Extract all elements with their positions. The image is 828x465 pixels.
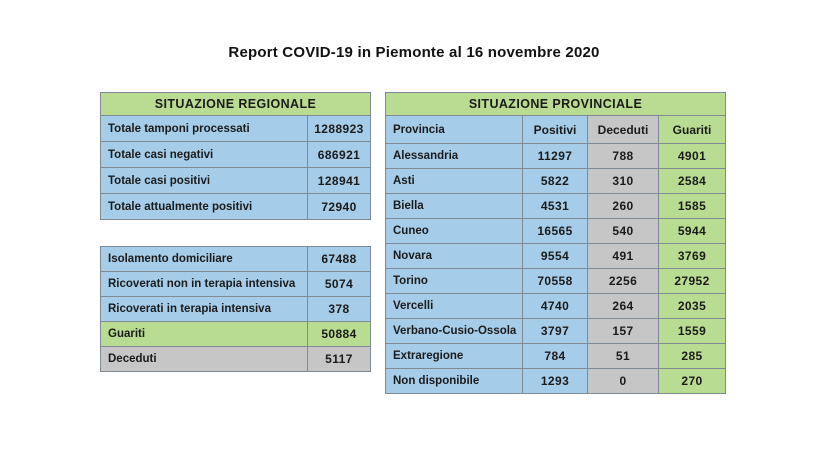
- row-label: Isolamento domiciliare: [101, 247, 308, 272]
- table-row: [386, 219, 726, 244]
- row-value: 50884: [308, 322, 371, 347]
- table-row: [386, 344, 726, 369]
- table-row: [386, 144, 726, 169]
- row-value: 72940: [308, 194, 371, 220]
- positivi-cell: 4740: [523, 294, 588, 319]
- provincial-table: [385, 92, 726, 394]
- positivi-cell: 1293: [523, 369, 588, 394]
- province-cell: Alessandria: [386, 144, 523, 169]
- positivi-cell: 16565: [523, 219, 588, 244]
- table-row: [101, 247, 371, 272]
- row-label: Guariti: [101, 322, 308, 347]
- regional-summary-table: [100, 92, 371, 220]
- positivi-cell: 11297: [523, 144, 588, 169]
- row-label: Ricoverati in terapia intensiva: [101, 297, 308, 322]
- table-row: [101, 347, 371, 372]
- table-row: [386, 244, 726, 269]
- report-title: Report COVID-19 in Piemonte al 16 novembre 2020: [228, 44, 600, 61]
- deceduti-cell: 491: [588, 244, 659, 269]
- row-value: 686921: [308, 142, 371, 168]
- table-row: [101, 168, 371, 194]
- positivi-cell: 70558: [523, 269, 588, 294]
- table-header-row: [386, 93, 726, 116]
- table-row: [101, 297, 371, 322]
- province-cell: Biella: [386, 194, 523, 219]
- table-row: [101, 194, 371, 220]
- row-label: Ricoverati non in terapia intensiva: [101, 272, 308, 297]
- positivi-cell: 784: [523, 344, 588, 369]
- guariti-cell: 1585: [659, 194, 726, 219]
- guariti-cell: 2035: [659, 294, 726, 319]
- regional-detail-table: [100, 246, 371, 372]
- row-value: 5074: [308, 272, 371, 297]
- province-cell: Vercelli: [386, 294, 523, 319]
- row-label: Totale attualmente positivi: [101, 194, 308, 220]
- guariti-cell: 2584: [659, 169, 726, 194]
- column-header-provincia: Provincia: [386, 116, 523, 144]
- row-label: Deceduti: [101, 347, 308, 372]
- province-cell: Asti: [386, 169, 523, 194]
- guariti-cell: 3769: [659, 244, 726, 269]
- table-row: [386, 369, 726, 394]
- guariti-cell: 27952: [659, 269, 726, 294]
- row-label: Totale tamponi processati: [101, 116, 308, 142]
- table-row: [101, 142, 371, 168]
- guariti-cell: 285: [659, 344, 726, 369]
- table-row: [386, 294, 726, 319]
- regional-table-header: SITUAZIONE REGIONALE: [101, 93, 371, 116]
- column-header-deceduti: Deceduti: [588, 116, 659, 144]
- row-label: Totale casi positivi: [101, 168, 308, 194]
- positivi-cell: 5822: [523, 169, 588, 194]
- deceduti-cell: 0: [588, 369, 659, 394]
- deceduti-cell: 310: [588, 169, 659, 194]
- table-row: [386, 269, 726, 294]
- positivi-cell: 9554: [523, 244, 588, 269]
- positivi-cell: 4531: [523, 194, 588, 219]
- row-value: 67488: [308, 247, 371, 272]
- deceduti-cell: 51: [588, 344, 659, 369]
- province-cell: Torino: [386, 269, 523, 294]
- deceduti-cell: 264: [588, 294, 659, 319]
- row-value: 5117: [308, 347, 371, 372]
- province-cell: Verbano-Cusio-Ossola: [386, 319, 523, 344]
- row-value: 1288923: [308, 116, 371, 142]
- guariti-cell: 1559: [659, 319, 726, 344]
- province-cell: Cuneo: [386, 219, 523, 244]
- deceduti-cell: 2256: [588, 269, 659, 294]
- province-cell: Extraregione: [386, 344, 523, 369]
- positivi-cell: 3797: [523, 319, 588, 344]
- table-header-row: [101, 93, 371, 116]
- column-header-positivi: Positivi: [523, 116, 588, 144]
- guariti-cell: 4901: [659, 144, 726, 169]
- table-row: [386, 169, 726, 194]
- table-row: [101, 272, 371, 297]
- table-row: [386, 194, 726, 219]
- deceduti-cell: 788: [588, 144, 659, 169]
- guariti-cell: 270: [659, 369, 726, 394]
- province-cell: Novara: [386, 244, 523, 269]
- row-value: 128941: [308, 168, 371, 194]
- deceduti-cell: 157: [588, 319, 659, 344]
- deceduti-cell: 260: [588, 194, 659, 219]
- table-row: [101, 116, 371, 142]
- row-value: 378: [308, 297, 371, 322]
- province-cell: Non disponibile: [386, 369, 523, 394]
- row-label: Totale casi negativi: [101, 142, 308, 168]
- column-header-guariti: Guariti: [659, 116, 726, 144]
- column-header-row: [386, 116, 726, 144]
- table-row: [101, 322, 371, 347]
- provincial-table-header: SITUAZIONE PROVINCIALE: [386, 93, 726, 116]
- guariti-cell: 5944: [659, 219, 726, 244]
- table-row: [386, 319, 726, 344]
- deceduti-cell: 540: [588, 219, 659, 244]
